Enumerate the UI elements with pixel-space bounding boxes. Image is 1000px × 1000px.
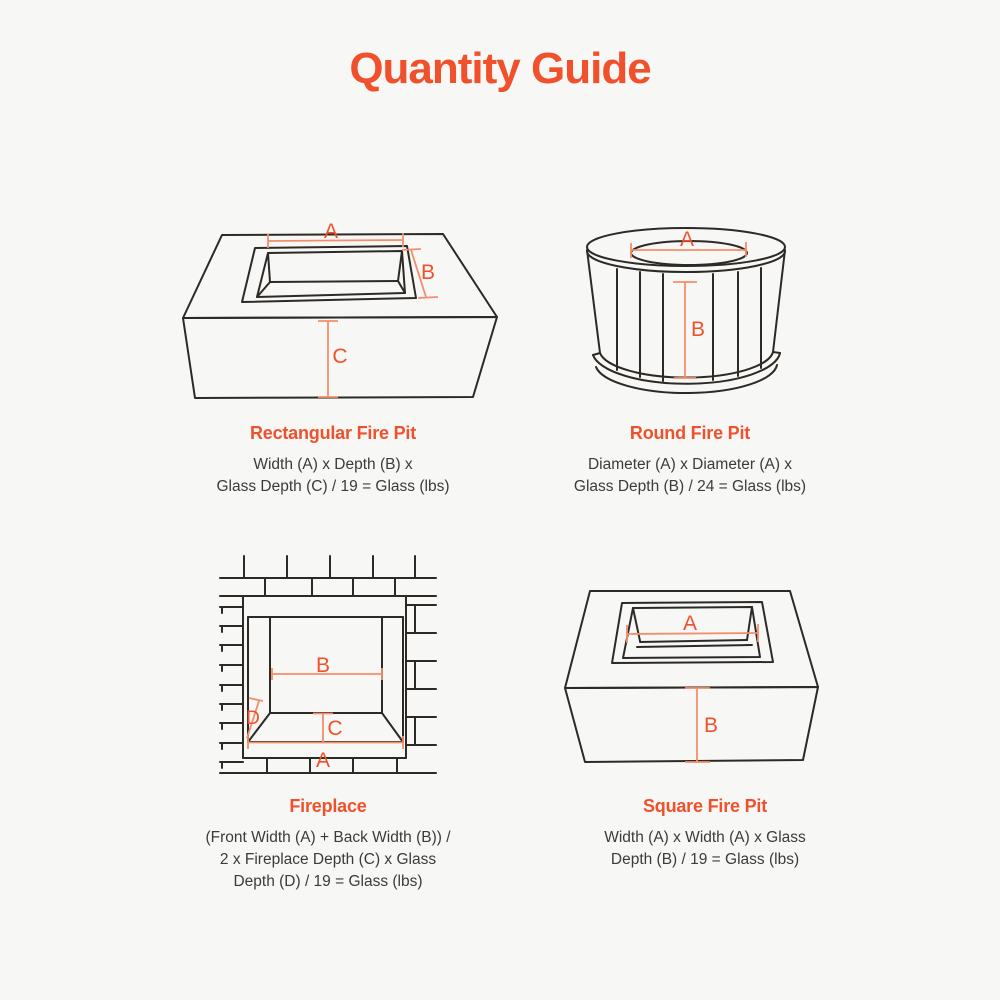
- formula-line: Depth (D) / 19 = Glass (lbs): [233, 873, 423, 890]
- figure-title: Square Fire Pit: [642, 796, 768, 816]
- dimension-label-b: B: [703, 714, 719, 737]
- formula-line: Glass Depth (B) / 24 = Glass (lbs): [573, 478, 807, 495]
- rectangular-fire-pit-outline: [183, 234, 497, 398]
- fireplace-caption: [178, 796, 478, 893]
- round-fire-pit-diagram: [560, 220, 840, 405]
- round-fire-pit-outline: [587, 228, 785, 393]
- formula-line: (Front Width (A) + Back Width (B)) /: [205, 829, 451, 846]
- formula-line: Glass Depth (C) / 19 = Glass (lbs): [216, 478, 450, 495]
- formula-line: 2 x Fireplace Depth (C) x Glass: [219, 851, 437, 868]
- page-title: Quantity Guide: [349, 44, 651, 93]
- figure-title: Rectangular Fire Pit: [249, 423, 417, 443]
- rectangular-fire-pit-diagram: [180, 220, 500, 405]
- dimension-label-c: C: [332, 345, 348, 368]
- formula-line: Width (A) x Depth (B) x: [253, 456, 413, 473]
- formula-line: Diameter (A) x Diameter (A) x: [587, 456, 793, 473]
- dimension-label-a: A: [315, 749, 331, 772]
- fireplace-diagram: [215, 555, 445, 795]
- dimension-label-b: B: [315, 654, 331, 677]
- dimension-label-a: A: [682, 612, 698, 635]
- square-fire-pit-diagram: [550, 575, 850, 790]
- formula-line: Width (A) x Width (A) x Glass: [604, 829, 806, 846]
- formula-line: Depth (B) / 19 = Glass (lbs): [610, 851, 800, 868]
- figure-title: Fireplace: [289, 796, 367, 816]
- round-fire-pit-caption: [540, 423, 840, 498]
- dimension-label-d: D: [246, 708, 260, 729]
- rectangular-fire-pit-caption: [183, 423, 483, 498]
- square-fire-pit-caption: [555, 796, 855, 871]
- dimension-label-b: B: [690, 318, 706, 341]
- dimension-label-b: B: [420, 261, 436, 284]
- rectangular-fire-pit-dimension-lines: [268, 233, 438, 397]
- dimension-label-a: A: [323, 220, 339, 243]
- dimension-label-c: C: [327, 717, 343, 740]
- dimension-label-a: A: [679, 228, 695, 251]
- figure-title: Round Fire Pit: [629, 423, 751, 443]
